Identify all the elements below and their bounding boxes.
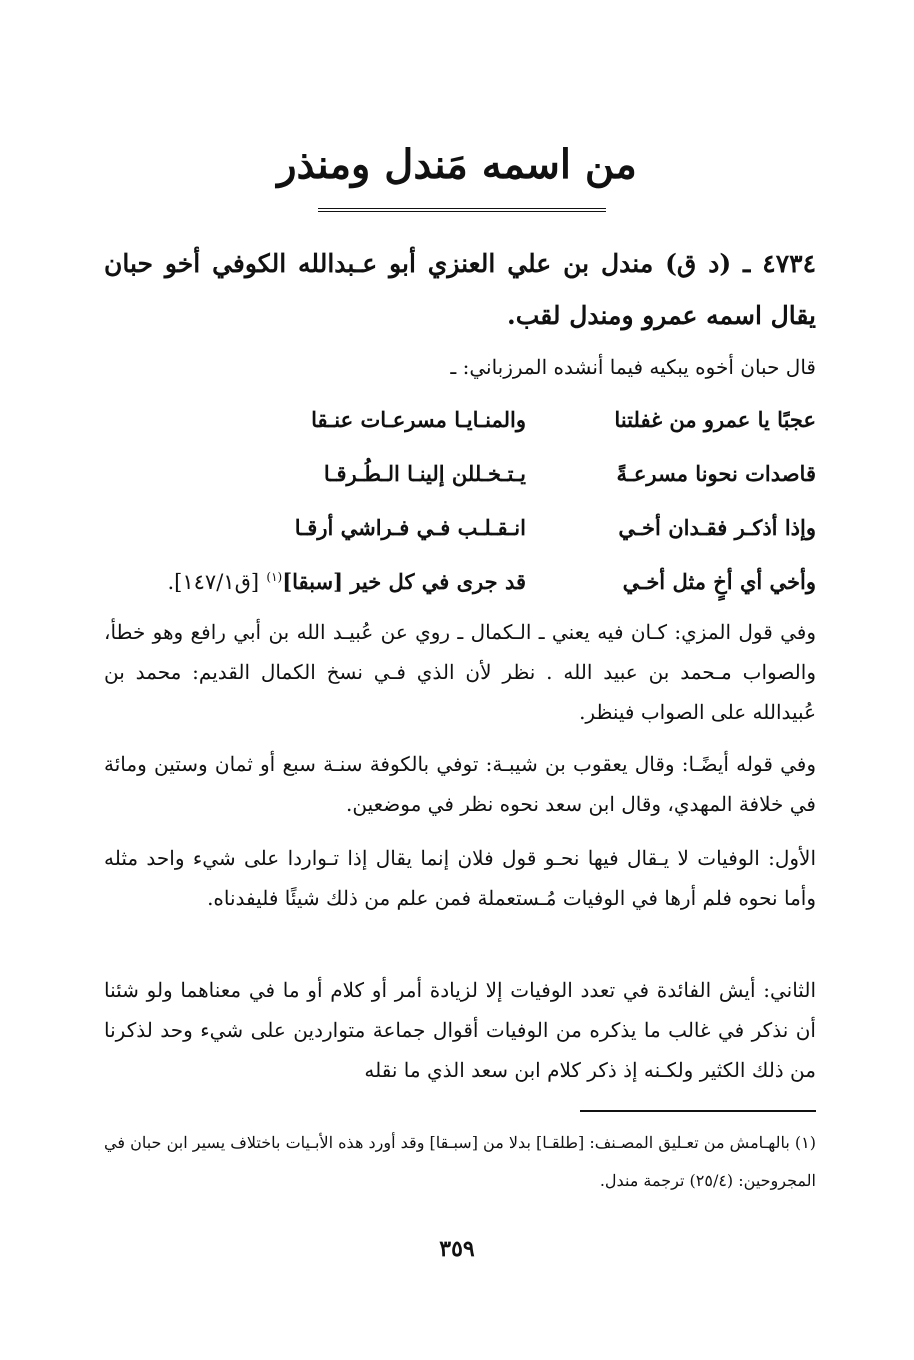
paragraph: وفي قول المزي: كـان فيه يعني ـ الـكمال ـ روي عن عُبيـد الله بن أبي رافع وهو خطأ، والصواب مـحمد بن عبيد الله . نظر لأن الذي فـي نسخ الكمال القديم: محمد بن عُبيدالله على الصواب فينظر. xyxy=(104,620,816,724)
verse-row xyxy=(104,446,816,500)
poem-verses xyxy=(104,392,816,608)
chapter-title: من اسمه مَندل ومنذر xyxy=(277,141,637,188)
verse-second-hemistich: انـقـلـب فـي فـراشي أرقـا xyxy=(294,514,526,540)
verse-second-text: قد جرى في كل خير [سبقا] xyxy=(282,568,526,594)
paragraph: الثاني: أيش الفائدة في تعدد الوفيات إلا لزيادة أمر أو كلام أو ما في معناهما ولو شئنا أن نذكر في غالب ما يذكره من الوفيات أقوال جماعة متواردين على شيء وحد لذكرنا من ذلك الكثير ولكـنه إذ ذكر كلام ابن سعد الذي ما نقله xyxy=(104,978,816,1082)
verse-row xyxy=(104,392,816,446)
footnote-separator xyxy=(580,1110,816,1112)
page-number: ٣٥٩ xyxy=(439,1236,475,1262)
verse-second-hemistich: يـتـخـللن إلينـا الـطُـرقـا xyxy=(323,460,526,486)
footnote: (١) بالهـامش من تعـليق المصـنف: [طلقـا] بدلا من [سبـقا] وقد أورد هذه الأبـيات باختلاف يسير ابن حبان في المجروحين: (٢٥/٤) ترجمة مندل. xyxy=(104,1133,816,1190)
verse-first-hemistich: عجبًا يا عمرو من غفلتنا xyxy=(614,406,816,432)
paragraph: وفي قوله أيضًـا: وقال يعقوب بن شيبـة: توفي بالكوفة سنـة سبع أو ثمان وستين ومائة في خلافة المهدي، وقال ابن سعد نحوه نظر في موضعين. xyxy=(104,752,816,816)
verse-intro: قال حبان أخوه يبكيه فيما أنشده المرزباني: ـ xyxy=(450,355,816,379)
verse-first-hemistich: وأخي أي أخٍ مثل أخـي xyxy=(622,568,816,594)
manuscript-reference: [ق١٤٧/١]. xyxy=(167,569,260,594)
entry-heading: ٤٧٣٤ ـ (د ق) مندل بن علي العنزي أبو عـبدالله الكوفي أخو حبان يقال اسمه عمرو ومندل لقب. xyxy=(104,249,816,330)
paragraph: الأول: الوفيات لا يـقال فيها نحـو قول فلان إنما يقال إذا تـواردا على شيء واحد مثله وأما نحوه فلم أرها في الوفيات مُـستعملة فمن علم من ذلك شيئًا فليفدناه. xyxy=(104,846,816,910)
verse-first-hemistich: وإذا أذكـر فقـدان أخـي xyxy=(618,514,816,540)
verse-row xyxy=(104,500,816,554)
title-underline xyxy=(318,208,606,212)
verse-second-hemistich: والمنـايـا مسرعـات عنـقا xyxy=(311,406,526,432)
verse-second-hemistich xyxy=(104,569,566,594)
footnote-marker: (١) xyxy=(266,569,283,584)
verse-row xyxy=(104,554,816,608)
verse-first-hemistich: قاصدات نحونا مسرعـةً xyxy=(616,460,816,486)
